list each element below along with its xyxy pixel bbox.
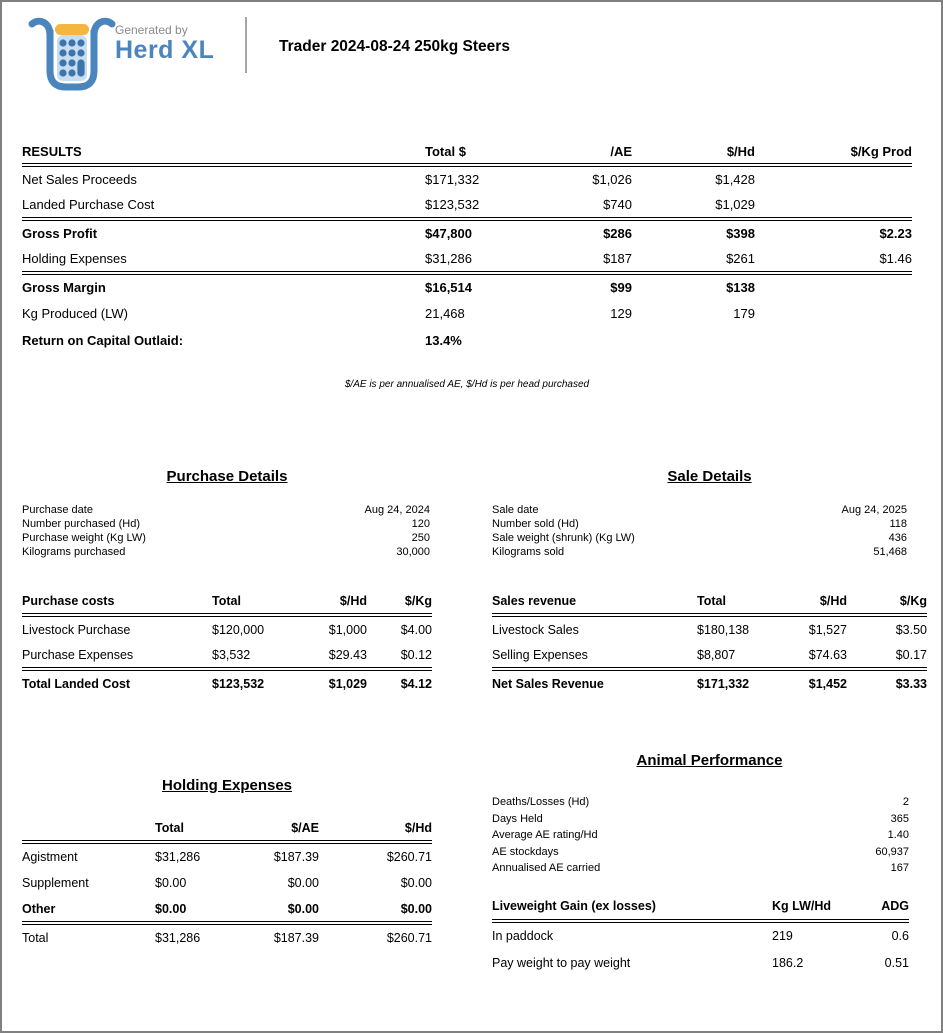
holding-row-other: [22, 896, 432, 923]
liveweight-gain-table: [492, 893, 909, 977]
col-header-total: Total: [212, 589, 312, 615]
value-ae: $1,026: [592, 172, 632, 187]
value-hd: $0.00: [319, 896, 432, 923]
value-kg-prod: [755, 192, 912, 219]
results-section: [22, 139, 912, 390]
value-ae: $0.00: [262, 896, 319, 923]
info-row: [22, 503, 430, 517]
value-ae: $187.39: [273, 849, 319, 864]
purchase-info-list: [22, 503, 430, 559]
row-label: Gross Profit: [22, 226, 98, 241]
info-label: Days Held: [492, 812, 543, 825]
value-kg-prod: [755, 273, 912, 300]
value-total: $31,286: [155, 849, 201, 864]
value-kg: $3.33: [895, 676, 927, 691]
value-total: $171,332: [425, 172, 480, 187]
purchase-details-section: [22, 468, 432, 696]
value-total: $16,514: [425, 280, 472, 295]
purchase-costs-table: [22, 589, 432, 696]
sale-details-section: [492, 468, 927, 696]
info-row: [492, 517, 907, 531]
value-kg-prod: [755, 165, 912, 192]
col-header-kg: $/Kg: [367, 589, 432, 615]
value-ae: 129: [610, 306, 632, 321]
holding-expenses-table: [22, 816, 432, 950]
value-hd: $260.71: [386, 930, 432, 945]
info-value: 30,000: [396, 546, 430, 558]
col-header-hd: $/Hd: [787, 589, 847, 615]
info-label: Average AE rating/Hd: [492, 829, 598, 841]
row-label: Kg Produced (LW): [22, 306, 128, 321]
report-title: Trader 2024-08-24 250kg Steers: [279, 38, 510, 55]
info-row: [492, 503, 907, 517]
col-header-hd: $/Hd: [319, 816, 432, 842]
value-hd: $29.43: [312, 642, 367, 669]
purchase-costs-row-total: [22, 669, 432, 696]
value-hd: $1,428: [715, 172, 755, 187]
sales-revenue-table: [492, 589, 927, 696]
value-hd: $0.00: [400, 875, 432, 890]
col-header-total: Total $: [425, 139, 515, 165]
info-label: AE stockdays: [492, 845, 559, 858]
value-total: $123,532: [425, 192, 515, 219]
header-divider: [245, 17, 247, 73]
value-ae: $187: [515, 246, 632, 273]
results-row-net-sales: [22, 165, 912, 192]
info-label: Purchase date: [22, 504, 93, 516]
info-value: 167: [890, 862, 909, 874]
info-label: Sale date: [492, 504, 539, 516]
value-total: 13.4%: [425, 333, 462, 348]
info-value: 51,468: [873, 546, 907, 558]
info-value: 2: [902, 796, 909, 808]
col-header-purchase-costs: Purchase costs: [22, 589, 212, 615]
results-row-landed-cost: [22, 192, 912, 219]
info-row: [492, 545, 907, 559]
animal-performance-title: Animal Performance: [636, 752, 783, 769]
brand-name: Herd XL: [115, 36, 215, 64]
row-label: Supplement: [22, 875, 89, 890]
sales-revenue-row-selling-expenses: [492, 642, 927, 669]
value-hd: $398: [726, 226, 755, 241]
info-row: [492, 531, 907, 545]
purchase-costs-row-livestock: [22, 615, 432, 642]
info-row: [22, 517, 430, 531]
row-label: Holding Expenses: [22, 246, 425, 273]
value-kg: $3.50: [895, 622, 927, 637]
sales-revenue-row-livestock: [492, 615, 927, 642]
info-row: [492, 827, 909, 844]
col-header-kg-prod: $/Kg Prod: [755, 139, 912, 165]
value-hd: 179: [733, 306, 755, 321]
animal-performance-section: [492, 752, 927, 977]
row-label: Gross Margin: [22, 280, 106, 295]
col-header-kg-lw-hd: Kg LW/Hd: [772, 893, 852, 921]
value-kg: $0.12: [367, 642, 432, 669]
row-label: Pay weight to pay weight: [492, 955, 631, 970]
row-label: Net Sales Revenue: [492, 676, 604, 691]
col-header-adg: ADG: [852, 893, 909, 921]
info-label: Deaths/Losses (Hd): [492, 796, 590, 808]
value-total: $47,800: [425, 226, 472, 241]
purchase-costs-header-row: [22, 589, 432, 615]
info-row: [492, 844, 909, 861]
value-kg-prod: [755, 300, 912, 327]
info-value: 120: [411, 518, 430, 530]
results-row-gross-profit: [22, 219, 912, 246]
col-header-ae: $/AE: [262, 816, 319, 842]
results-row-gross-margin: [22, 273, 912, 300]
value-hd: $261: [632, 246, 755, 273]
row-label: Purchase Expenses: [22, 642, 212, 669]
info-value: Aug 24, 2024: [364, 504, 430, 516]
col-header-total: Total: [697, 589, 787, 615]
value-hd: $1,527: [808, 622, 847, 637]
value-total: $0.00: [155, 896, 262, 923]
value-kg-prod: $1.46: [755, 246, 912, 273]
value-total: $0.00: [155, 875, 187, 890]
row-label: Livestock Sales: [492, 622, 579, 637]
value-ae: $0.00: [287, 875, 319, 890]
value-ae: $99: [610, 280, 632, 295]
liveweight-row-in-paddock: [492, 921, 909, 949]
row-label: In paddock: [492, 928, 554, 943]
col-header-results: RESULTS: [22, 139, 425, 165]
value-hd: $260.71: [386, 849, 432, 864]
col-header-kg: $/Kg: [847, 589, 927, 615]
info-value: 365: [890, 812, 909, 825]
value-total: $120,000: [212, 622, 265, 637]
info-row: [492, 860, 909, 877]
value-adg: 0.51: [884, 955, 909, 970]
purchase-details-title: Purchase Details: [166, 468, 288, 485]
info-row: [492, 794, 909, 811]
value-total: $31,286: [155, 930, 201, 945]
value-hd: $1,000: [328, 622, 367, 637]
info-row: [22, 531, 430, 545]
info-row: [492, 811, 909, 828]
info-label: Kilograms sold: [492, 546, 565, 558]
value-hd: [632, 327, 755, 354]
col-header-hd: $/Hd: [312, 589, 367, 615]
sale-info-list: [492, 503, 907, 559]
animal-info-list: [492, 794, 909, 877]
row-label: Agistment: [22, 849, 78, 864]
info-value: 436: [888, 532, 907, 544]
value-kg-prod: $2.23: [879, 226, 912, 241]
row-label: Net Sales Proceeds: [22, 172, 137, 187]
value-kg: $4.12: [400, 676, 432, 691]
row-label: Return on Capital Outlaid:: [22, 333, 184, 348]
brand-block: [115, 23, 214, 64]
holding-expenses-section: [22, 777, 432, 950]
row-label: Livestock Purchase: [22, 622, 131, 637]
value-adg: 0.6: [891, 928, 909, 943]
herd-xl-logo-icon: [26, 15, 118, 95]
row-label: Landed Purchase Cost: [22, 192, 425, 219]
info-value: 1.40: [887, 829, 909, 841]
row-label: Other: [22, 896, 155, 923]
results-header-row: [22, 139, 912, 165]
results-row-return-on-capital: [22, 327, 912, 354]
value-kg: 186.2: [772, 955, 804, 970]
value-hd: $138: [726, 280, 755, 295]
col-header-blank: [22, 816, 155, 842]
col-header-ae: /AE: [515, 139, 632, 165]
sale-details-title: Sale Details: [667, 468, 752, 485]
info-row: [22, 545, 430, 559]
value-kg: $0.17: [847, 642, 927, 669]
info-label: Kilograms purchased: [22, 546, 126, 558]
value-total: $180,138: [697, 622, 750, 637]
value-hd: $1,029: [632, 192, 755, 219]
info-value: 118: [889, 518, 907, 530]
value-ae: $740: [515, 192, 632, 219]
results-footnote: $/AE is per annualised AE, $/Hd is per head purchased: [344, 379, 590, 390]
results-row-kg-produced: [22, 300, 912, 327]
sales-revenue-row-net: [492, 669, 927, 696]
row-label: Total: [22, 930, 49, 945]
value-total: $8,807: [697, 642, 787, 669]
info-label: Number sold (Hd): [492, 518, 579, 530]
info-label: Sale weight (shrunk) (Kg LW): [492, 532, 635, 544]
sales-revenue-header-row: [492, 589, 927, 615]
value-hd: $1,452: [808, 676, 847, 691]
results-row-holding-expenses: [22, 246, 912, 273]
value-total: $123,532: [212, 676, 265, 691]
info-value: 60,937: [875, 845, 909, 858]
col-header-hd: $/Hd: [632, 139, 755, 165]
info-label: Annualised AE carried: [492, 862, 601, 874]
value-hd: $74.63: [787, 642, 847, 669]
info-label: Number purchased (Hd): [22, 518, 140, 530]
holding-header-row: [22, 816, 432, 842]
col-header-liveweight-gain: Liveweight Gain (ex losses): [492, 893, 772, 921]
value-total: $3,532: [212, 642, 312, 669]
value-ae: $187.39: [273, 930, 319, 945]
liveweight-row-pay-weight: [492, 949, 909, 977]
liveweight-header-row: [492, 893, 909, 921]
holding-row-agistment: [22, 842, 432, 869]
holding-expenses-title: Holding Expenses: [161, 777, 293, 794]
value-total: $31,286: [425, 246, 515, 273]
generated-by-label: Generated by: [115, 23, 188, 37]
info-label: Purchase weight (Kg LW): [22, 532, 146, 544]
info-value: 250: [411, 532, 430, 544]
holding-row-supplement: [22, 869, 432, 896]
col-header-total: Total: [155, 816, 262, 842]
value-kg-prod: [755, 327, 912, 354]
value-kg: 219: [772, 928, 793, 943]
value-kg: $4.00: [400, 622, 432, 637]
holding-row-total: [22, 923, 432, 950]
value-hd: $1,029: [328, 676, 367, 691]
value-ae: [515, 327, 632, 354]
row-label: Total Landed Cost: [22, 676, 131, 691]
value-total: $171,332: [697, 676, 750, 691]
results-table: [22, 139, 912, 354]
col-header-sales-revenue: Sales revenue: [492, 589, 697, 615]
value-ae: $286: [603, 226, 632, 241]
info-value: Aug 24, 2025: [841, 504, 907, 516]
purchase-costs-row-expenses: [22, 642, 432, 669]
row-label: Selling Expenses: [492, 642, 697, 669]
value-total: 21,468: [425, 306, 465, 321]
